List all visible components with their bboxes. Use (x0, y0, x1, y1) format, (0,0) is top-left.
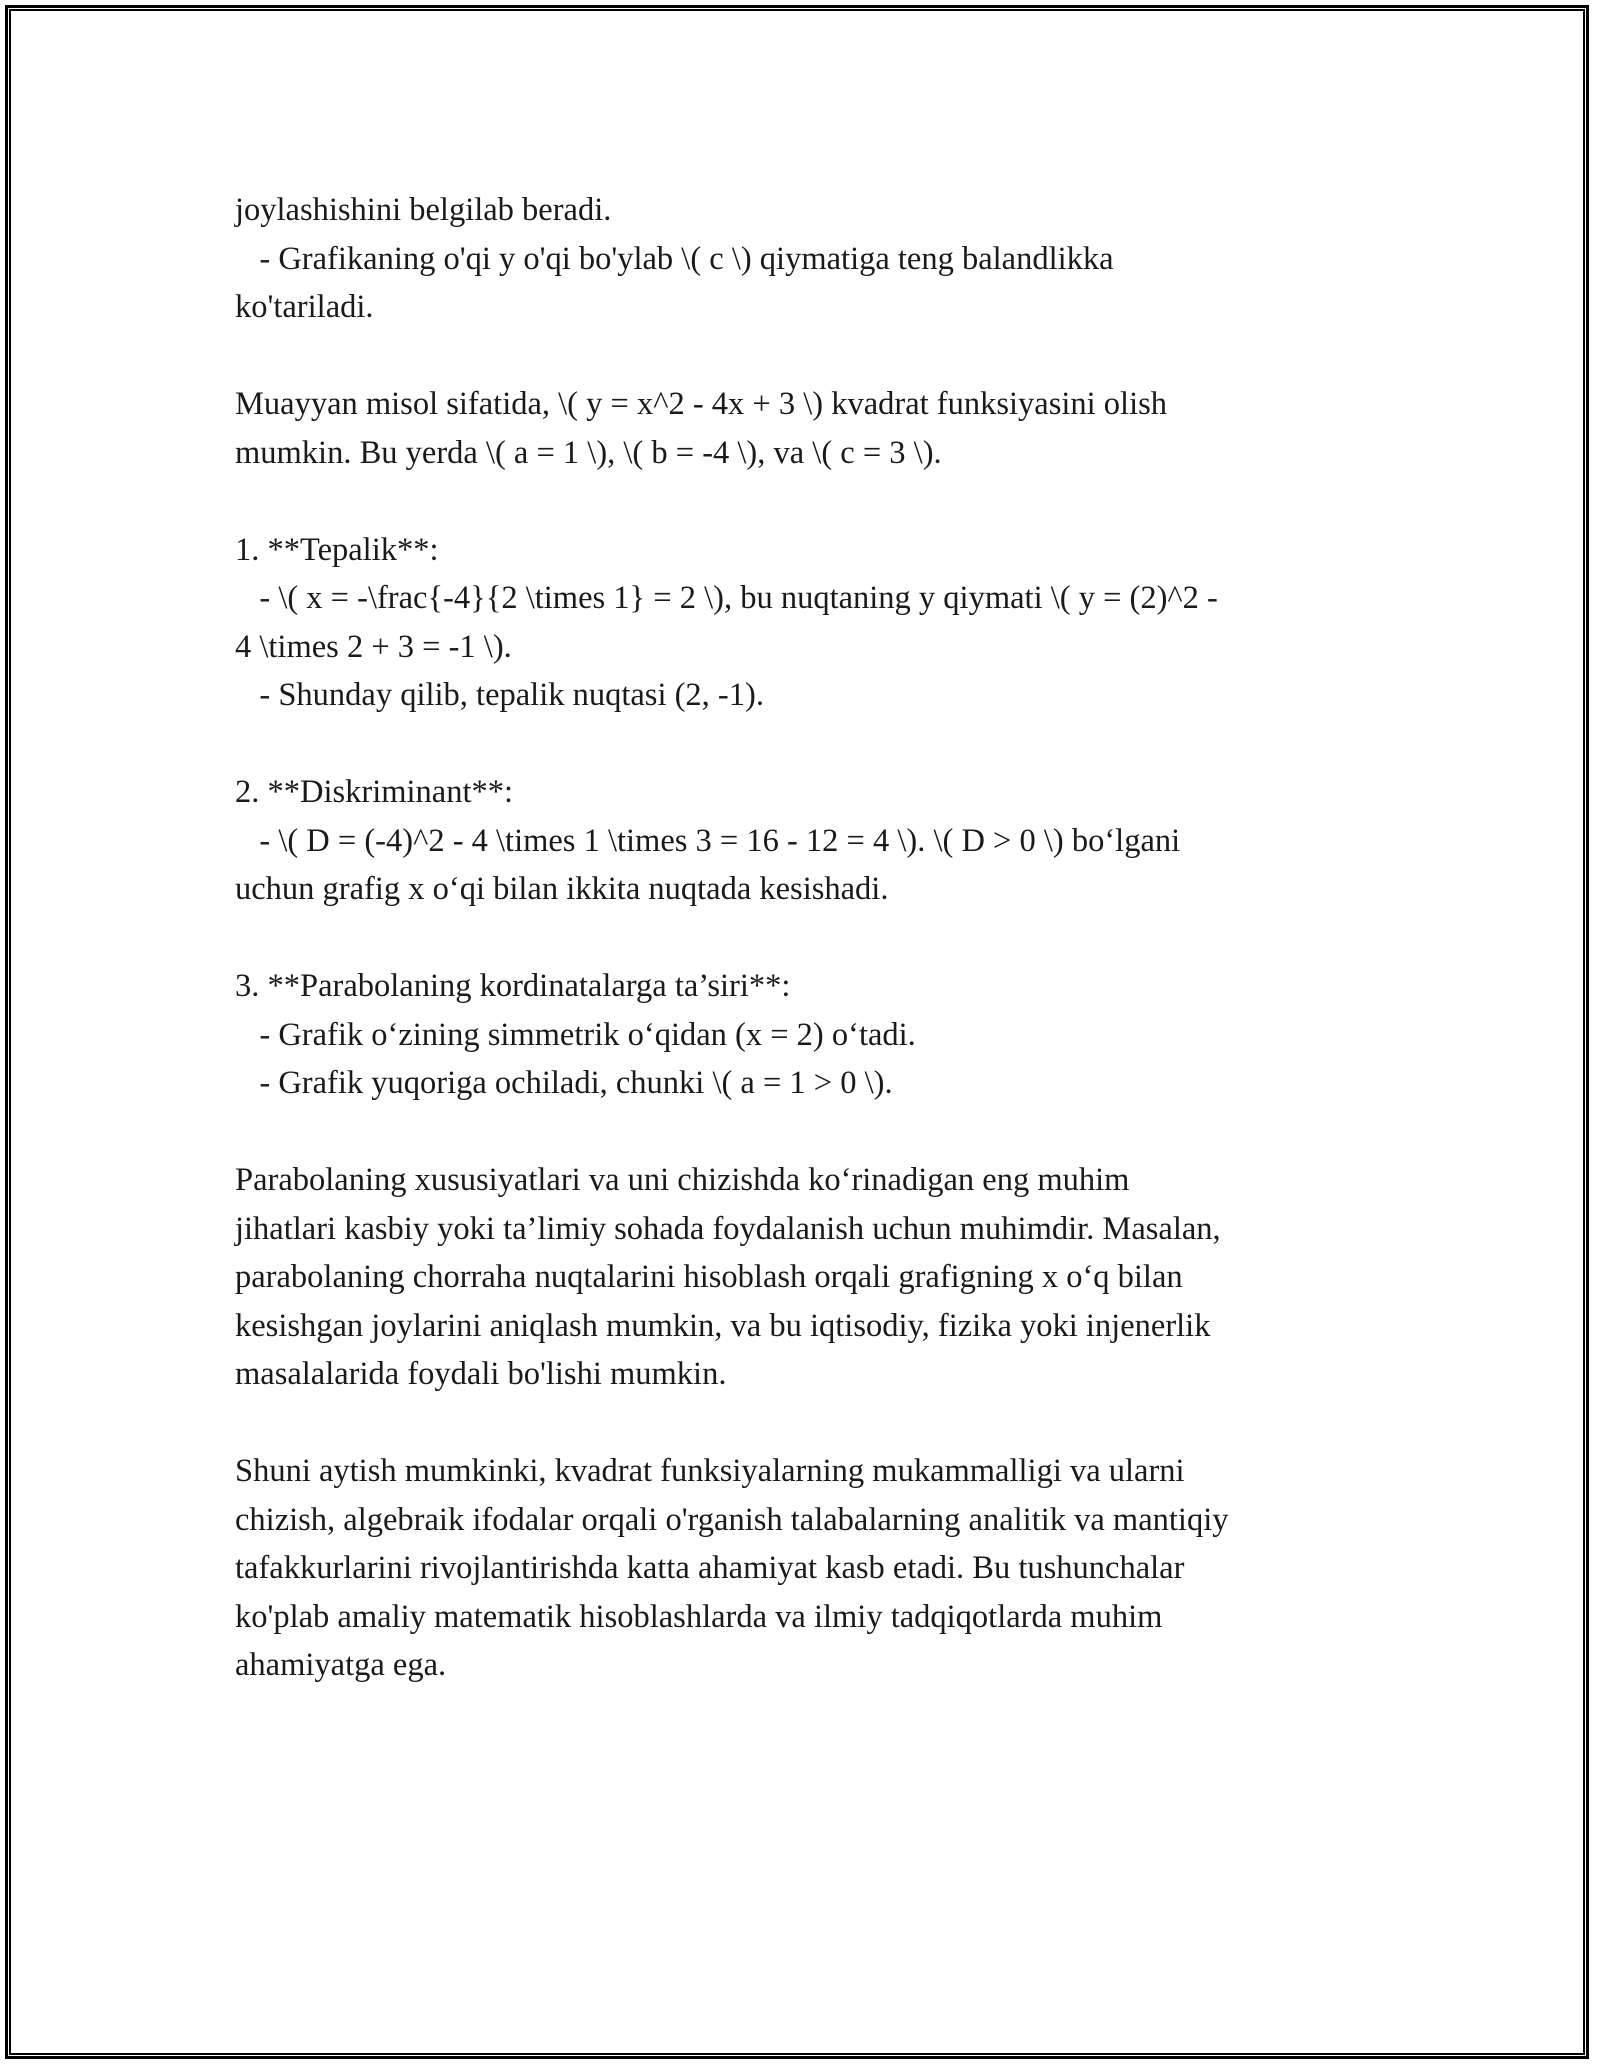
blank-line (235, 1399, 1370, 1448)
text-line: Parabolaning xususiyatlari va uni chizishda ko‘rinadigan eng muhim (235, 1162, 1130, 1198)
text-line: - Grafik yuqoriga ochiladi, chunki \( a = 1 > 0 \). (235, 1065, 893, 1101)
text-line: chizish, algebraik ifodalar orqali o'rganish talabalarning analitik va mantiqiy (235, 1501, 1229, 1538)
section-heading-tepalik: 1. **Tepalik**: (235, 531, 439, 568)
text-line: kesishgan joylarini aniqlash mumkin, va bu iqtisodiy, fizika yoki injenerlik (235, 1307, 1211, 1344)
blank-line (235, 477, 1370, 526)
text-line: mumkin. Bu yerda \( a = 1 \), \( b = -4 \), va \( c = 3 \). (235, 434, 942, 471)
blank-line (235, 1108, 1370, 1157)
text-line: uchun grafig x o‘qi bilan ikkita nuqtada kesishadi. (235, 871, 889, 907)
section-heading-parabolaning: 3. **Parabolaning kordinatalarga ta’siri**: (235, 968, 791, 1004)
text-line: jihatlari kasbiy yoki ta’limiy sohada foydalanish uchun muhimdir. Masalan, (235, 1210, 1221, 1247)
blank-line (235, 914, 1370, 963)
text-line: 4 \times 2 + 3 = -1 \). (235, 628, 512, 665)
text-line: Shuni aytish mumkinki, kvadrat funksiyalarning mukammalligi va ularni (235, 1453, 1185, 1489)
blank-line (235, 720, 1370, 769)
text-line: ko'plab amaliy matematik hisoblashlarda va ilmiy tadqiqotlarda muhim (235, 1598, 1163, 1635)
text-line: - \( D = (-4)^2 - 4 \times 1 \times 3 = 16 - 12 = 4 \). \( D > 0 \) bo‘lgani (235, 822, 1181, 859)
blank-line (235, 332, 1370, 381)
text-line: - Shunday qilib, tepalik nuqtasi (2, -1). (235, 677, 764, 713)
section-heading-diskriminant: 2. **Diskriminant**: (235, 774, 514, 810)
text-line: tafakkurlarini rivojlantirishda katta ahamiyat kasb etadi. Bu tushunchalar (235, 1550, 1185, 1586)
text-line: - Grafik o‘zining simmetrik o‘qidan (x = 2) o‘tadi. (235, 1016, 916, 1053)
document-body (235, 186, 1370, 1690)
text-line: parabolaning chorraha nuqtalarini hisoblash orqali grafigning x o‘q bilan (235, 1259, 1183, 1295)
text-line: masalalarida foydali bo'lishi mumkin. (235, 1356, 727, 1392)
text-line: ko'tariladi. (235, 289, 374, 325)
text-line: - \( x = -\frac{-4}{2 \times 1} = 2 \), bu nuqtaning y qiymati \( y = (2)^2 - (235, 580, 1218, 616)
text-line: - Grafikaning o'qi y o'qi bo'ylab \( c \) qiymatiga teng balandlikka (235, 240, 1114, 277)
text-line: Muayyan misol sifatida, \( y = x^2 - 4x + 3 \) kvadrat funksiyasini olish (235, 386, 1167, 422)
text-line: joylashishini belgilab beradi. (235, 192, 612, 228)
text-line: ahamiyatga ega. (235, 1647, 447, 1683)
